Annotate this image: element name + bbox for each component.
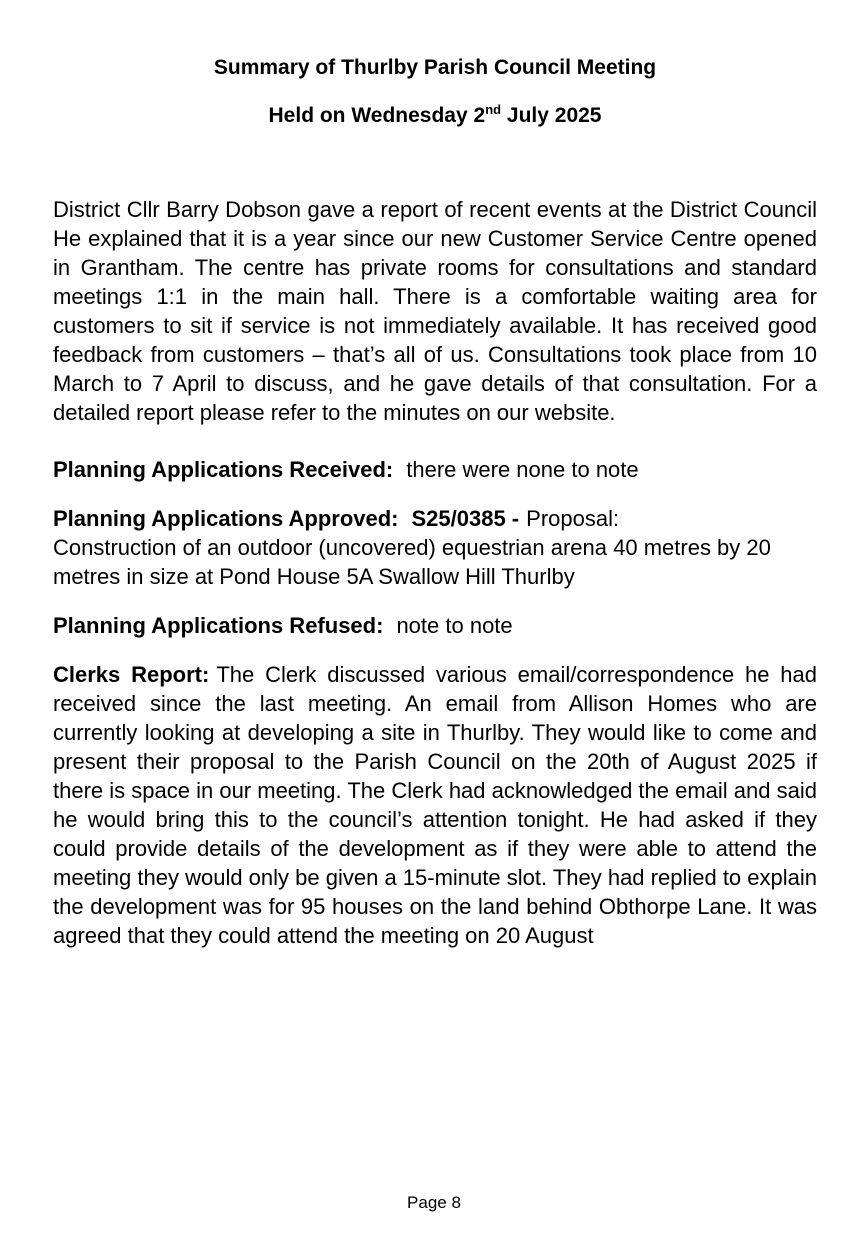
subtitle-date-suffix: July 2025 xyxy=(501,104,602,127)
clerks-report-text: The Clerk discussed various email/correspondence he had received since the last meeting. An email from Allison Homes who are currently looking at developing a site in Thurlby. They would like to come and present their proposal to the Parish Council on the 20th of August 2025 if there is space in our meeting. The Clerk had acknowledged the email and said he would bring this to the council’s attention tonight. He had asked if they could provide details of the development as if they were able to attend the meeting they would only be given a 15-minute slot. They had replied to explain the development was for 95 houses on the land behind Obthorpe Lane. It was agreed that they could attend the meeting on 20 August xyxy=(53,662,817,948)
planning-approved-reference: S25/0385 - xyxy=(411,506,520,531)
page-title: Summary of Thurlby Parish Council Meeting xyxy=(213,56,657,79)
planning-refused-section xyxy=(53,611,817,640)
planning-approved-section xyxy=(53,504,817,591)
planning-approved-description: Construction of an outdoor (uncovered) equestrian arena 40 metres by 20 metres in size at Pond House 5A Swallow Hill Thurlby xyxy=(53,535,771,589)
planning-refused-label: Planning Applications Refused: xyxy=(53,613,384,638)
subtitle-date-prefix: Held on Wednesday 2 xyxy=(268,104,486,127)
planning-received-value: there were none to note xyxy=(406,457,639,482)
planning-received-label: Planning Applications Received: xyxy=(53,457,394,482)
planning-refused-value: note to note xyxy=(396,613,513,638)
page-number: Page 8 xyxy=(407,1193,461,1212)
clerks-report-section xyxy=(53,660,817,950)
subtitle-ordinal-superscript: nd xyxy=(485,102,502,117)
planning-approved-proposal-label: Proposal: xyxy=(526,506,620,531)
page-subtitle xyxy=(53,103,817,129)
clerks-report-label: Clerks Report: xyxy=(53,662,210,687)
planning-approved-label: Planning Applications Approved: xyxy=(53,506,399,531)
planning-received-section xyxy=(53,455,817,484)
district-councillor-report-paragraph: District Cllr Barry Dobson gave a report of recent events at the District Council He explained that it is a year since our new Customer Service Centre opened in Grantham. The centre has private rooms for consultations and standard meetings 1:1 in the main hall. There is a comfortable waiting area for customers to sit if service is not immediately available. It has received good feedback from customers – that’s all of us. Consultations took place from 10 March to 7 April to discuss, and he gave details of that consultation. For a detailed report please refer to the minutes on our website. xyxy=(53,197,817,425)
